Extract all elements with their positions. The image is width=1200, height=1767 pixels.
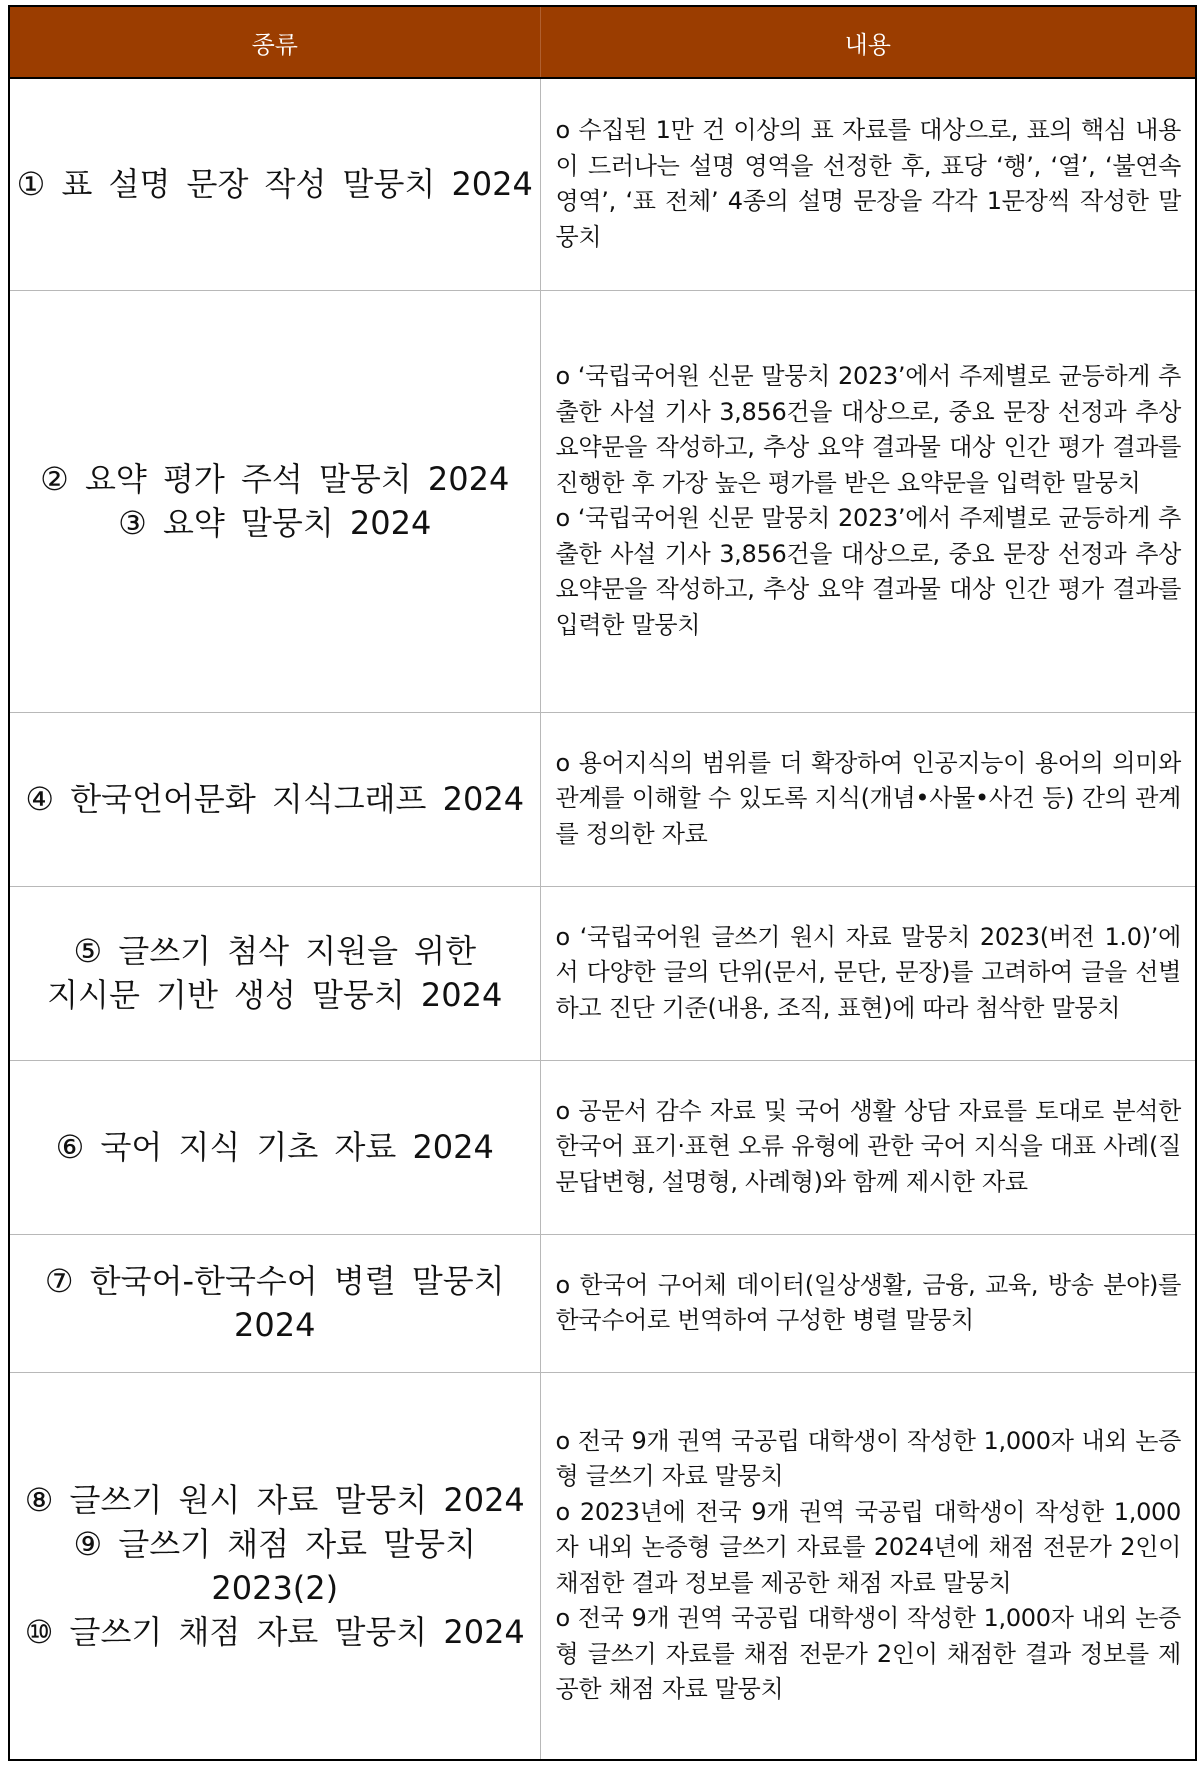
content-cell: [540, 712, 1196, 886]
table-row: [9, 1234, 1196, 1372]
kind-label: ⑦ 한국어-한국수어 병렬 말뭉치 2024: [44, 1262, 505, 1344]
header-kind: 종류: [9, 6, 540, 78]
content-cell: [540, 1234, 1196, 1372]
kind-label: ⑧ 글쓰기 원시 자료 말뭉치 2024: [24, 1480, 525, 1519]
kind-cell: [9, 712, 540, 886]
table-row: [9, 290, 1196, 712]
content-cell: [540, 886, 1196, 1060]
corpus-table: [8, 5, 1197, 1761]
content-item: o 한국어 구어체 데이터(일상생활, 금융, 교육, 방송 분야)를 한국수어로 번역하여 구성한 병렬 말뭉치: [555, 1270, 1181, 1334]
kind-label: ① 표 설명 문장 작성 말뭉치 2024: [16, 165, 533, 204]
table-row: [9, 712, 1196, 886]
content-cell: [540, 78, 1196, 290]
kind-label: ⑤ 글쓰기 첨삭 지원을 위한: [73, 932, 476, 970]
kind-cell: [9, 1060, 540, 1234]
content-item: o 공문서 감수 자료 및 국어 생활 상담 자료를 토대로 분석한 한국어 표기·표현 오류 유형에 관한 국어 지식을 대표 사례(질문답변형, 설명형, 사례형)와 함께 제시한 자료: [555, 1096, 1181, 1196]
corpus-table-container: [8, 5, 1195, 1761]
content-item: o 전국 9개 권역 국공립 대학생이 작성한 1,000자 내외 논증형 글쓰기 자료를 채점 전문가 2인이 채점한 결과 정보를 제공한 채점 자료 말뭉치: [555, 1604, 1181, 1704]
kind-label: 지시문 기반 생성 말뭉치 2024: [47, 976, 503, 1014]
content-cell: [540, 1372, 1196, 1760]
content-item: o ‘국립국어원 신문 말뭉치 2023’에서 주제별로 균등하게 추출한 사설 기사 3,856건을 대상으로, 중요 문장 선정과 추상 요약문을 작성하고, 추상 요약 결과물 대상 인간 평가 결과를 진행한 후 가장 높은 평가를 받은 요약문을 입력한 말뭉치: [555, 362, 1181, 497]
table-header-row: [9, 6, 1196, 78]
content-item: o 용어지식의 범위를 더 확장하여 인공지능이 용어의 의미와 관계를 이해할 수 있도록 지식(개념•사물•사건 등) 간의 관계를 정의한 자료: [555, 748, 1181, 848]
content-cell: [540, 290, 1196, 712]
kind-cell: [9, 78, 540, 290]
kind-cell: [9, 1372, 540, 1760]
kind-label: ③ 요약 말뭉치 2024: [118, 504, 432, 542]
content-item: o ‘국립국어원 신문 말뭉치 2023’에서 주제별로 균등하게 추출한 사설 기사 3,856건을 대상으로, 중요 문장 선정과 추상 요약문을 작성하고, 추상 요약 결과물 대상 인간 평가 결과를 입력한 말뭉치: [555, 504, 1181, 639]
content-item: o ‘국립국어원 글쓰기 원시 자료 말뭉치 2023(버전 1.0)’에서 다양한 글의 단위(문서, 문단, 문장)를 고려하여 글을 선별하고 진단 기준(내용, 조직, 표현)에 따라 첨삭한 말뭉치: [555, 922, 1181, 1022]
table-row: [9, 886, 1196, 1060]
header-content: 내용: [540, 6, 1196, 78]
content-item: o 전국 9개 권역 국공립 대학생이 작성한 1,000자 내외 논증형 글쓰기 자료 말뭉치: [555, 1426, 1181, 1491]
kind-label: ⑥ 국어 지식 기초 자료 2024: [55, 1128, 494, 1166]
kind-label: ⑨ 글쓰기 채점 자료 말뭉치 2023(2): [73, 1524, 476, 1607]
kind-label: ④ 한국언어문화 지식그래프 2024: [25, 780, 525, 818]
kind-cell: [9, 1234, 540, 1372]
content-item: o 2023년에 전국 9개 권역 국공립 대학생이 작성한 1,000자 내외 논증형 글쓰기 자료를 2024년에 채점 전문가 2인이 채점한 결과 정보를 제공한 채점 자료 말뭉치: [555, 1497, 1181, 1597]
table-row: [9, 1372, 1196, 1760]
table-row: [9, 1060, 1196, 1234]
table-row: [9, 78, 1196, 290]
content-cell: [540, 1060, 1196, 1234]
kind-cell: [9, 886, 540, 1060]
kind-label: ⑩ 글쓰기 채점 자료 말뭉치 2024: [24, 1612, 525, 1651]
kind-label: ② 요약 평가 주석 말뭉치 2024: [40, 460, 510, 498]
kind-cell: [9, 290, 540, 712]
content-item: o 수집된 1만 건 이상의 표 자료를 대상으로, 표의 핵심 내용이 드러나는 설명 영역을 선정한 후, 표당 ‘행’, ‘열’, ‘불연속 영역’, ‘표 전체’ 4종의 설명 문장을 각각 1문장씩 작성한 말뭉치: [555, 116, 1181, 251]
